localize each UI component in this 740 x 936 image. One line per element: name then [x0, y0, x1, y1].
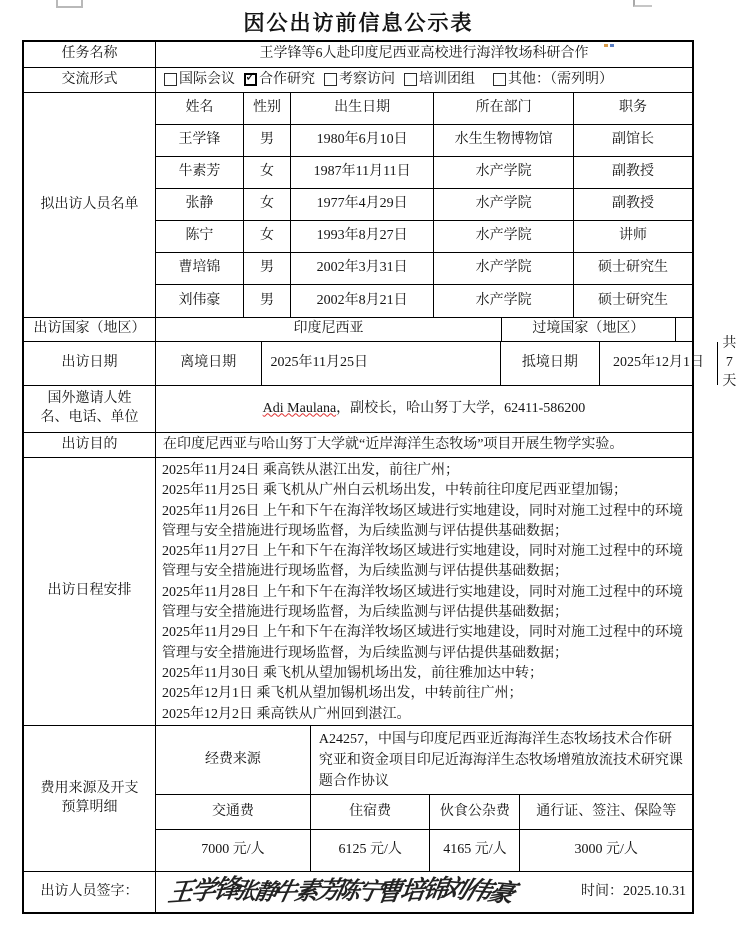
- checkbox-option-inspection-visit[interactable]: [324, 71, 395, 90]
- person-department: 水产学院: [434, 285, 574, 317]
- disclosure-form-table: [22, 40, 737, 914]
- task-label: 任务名称: [24, 42, 156, 67]
- departure-date-value: 2025年11月25日: [262, 342, 502, 385]
- person-department: 水产学院: [434, 189, 574, 220]
- person-birth: 2002年3月31日: [291, 253, 434, 284]
- col-header-transport: 交通费: [156, 795, 311, 829]
- person-gender: 男: [244, 125, 291, 156]
- transport-cost: 7000 元/人: [156, 830, 311, 871]
- task-value: 王学锋等6人赴印度尼西亚高校进行海洋牧场科研合作: [259, 46, 589, 62]
- row-personnel-block: [24, 93, 692, 318]
- arrival-date-label: 抵境日期: [501, 342, 599, 385]
- exchange-label: 交流形式: [24, 68, 156, 92]
- table-row: [156, 157, 692, 189]
- row-task: [24, 42, 692, 68]
- col-header-visa-insurance: 通行证、签注、保险等: [536, 803, 677, 819]
- person-name: 曹培锦: [156, 253, 244, 284]
- page-artifact-right: [633, 0, 652, 7]
- checkbox-option-cooperative-research[interactable]: [244, 71, 315, 90]
- checkbox-checked-icon[interactable]: [244, 70, 257, 86]
- checkbox-option-training-group[interactable]: [404, 71, 475, 90]
- signature-time: 时间：2025.10.31: [581, 883, 686, 899]
- table-row: [156, 253, 692, 285]
- exchange-options: [156, 68, 692, 92]
- inviter-name-spellcheck: Adi Maulana: [262, 400, 337, 416]
- inviter-details: ，副校长，哈山努丁大学，62411-586200: [336, 400, 586, 416]
- row-countries: [24, 318, 692, 342]
- person-name: 王学锋: [156, 125, 244, 156]
- signature-name: 曹培锦: [375, 876, 448, 908]
- trip-duration: 共7天: [722, 336, 737, 389]
- checkbox-label: 考察访问: [339, 71, 395, 87]
- itinerary-entry: 2025年11月29日 上午和下午在海洋牧场区域进行实地建设，同时对施工过程中的环境管理与安全措施进行现场监督，为后续监测与评估提供基础数据；: [162, 625, 683, 661]
- handwritten-signatures: [168, 875, 581, 909]
- personnel-header-row: [156, 93, 692, 125]
- checkbox-option-other[interactable]: [493, 71, 613, 90]
- meals-cost: 4165 元/人: [430, 830, 520, 871]
- table-row: [156, 221, 692, 253]
- table-row: [156, 125, 692, 157]
- checkbox-label: 培训团组: [419, 71, 475, 87]
- personnel-grid: [156, 93, 692, 317]
- checkbox-icon[interactable]: [164, 73, 177, 86]
- row-budget-block: [24, 726, 692, 872]
- purpose-value: 在印度尼西亚与哈山努丁大学就“近岸海洋生态牧场”项目开展生物学实验。: [163, 436, 624, 452]
- itinerary-entry: 2025年11月28日 上午和下午在海洋牧场区域进行实地建设，同时对施工过程中的环境管理与安全措施进行现场监督，为后续监测与评估提供基础数据；: [162, 584, 683, 621]
- itinerary-content: [156, 458, 692, 725]
- person-position: 讲师: [619, 228, 648, 244]
- page-title: 因公出访前信息公示表: [243, 11, 474, 35]
- person-gender: 女: [244, 157, 291, 188]
- table-row: [156, 285, 692, 317]
- person-gender: 女: [244, 189, 291, 220]
- row-signature: [24, 872, 692, 912]
- itinerary-entry: 2025年11月24日 乘高铁从湛江出发，前往广州；: [162, 463, 459, 478]
- budget-label: 费用来源及开支预算明细: [24, 726, 156, 871]
- visa-insurance-cost: 3000 元/人: [574, 842, 638, 858]
- signature-name: 牛素芳: [270, 877, 342, 907]
- itinerary-entry: 2025年11月25日 乘飞机从广州白云机场出发，中转前往印度尼西亚望加锡；: [162, 483, 627, 499]
- row-exchange-type: [24, 68, 692, 93]
- person-birth: 1987年11月11日: [291, 157, 434, 188]
- lodging-cost: 6125 元/人: [311, 830, 431, 871]
- person-name: 陈宁: [156, 221, 244, 252]
- person-position: 副教授: [612, 196, 655, 212]
- inviter-value: [156, 386, 692, 432]
- person-birth: 1993年8月27日: [291, 221, 434, 252]
- itinerary-entry: 2025年12月1日 乘飞机从望加锡机场出发，中转前往广州；: [162, 686, 523, 702]
- funding-source-value: A24257，中国与印度尼西亚近海海洋生态牧场技术合作研究亚和资金项目印尼近海海洋生态牧场增殖放流技术研究课题合作协议: [318, 731, 683, 789]
- col-header-position: 职务: [619, 100, 648, 116]
- col-header-department: 所在部门: [434, 93, 574, 124]
- col-header-birth: 出生日期: [291, 93, 434, 124]
- orange-dot: [604, 44, 608, 47]
- person-name: 牛素芳: [156, 157, 244, 188]
- col-header-meals: 伙食公杂费: [430, 795, 520, 829]
- budget-header-row: [156, 795, 692, 830]
- person-department: 水生生物博物馆: [434, 125, 574, 156]
- itinerary-label: 出访日程安排: [24, 458, 156, 725]
- row-itinerary: [24, 458, 692, 726]
- signature-name: 王学锋: [166, 875, 239, 908]
- transit-value: [676, 318, 692, 341]
- person-birth: 1980年6月10日: [291, 125, 434, 156]
- itinerary-entry: 2025年11月30日 乘飞机从望加锡机场出发，前往雅加达中转；: [162, 665, 543, 681]
- row-dates: [24, 336, 737, 389]
- person-department: 水产学院: [434, 221, 574, 252]
- purpose-label: 出访目的: [24, 433, 156, 457]
- blue-dot: [610, 44, 614, 47]
- page-artifact-dots: [604, 44, 614, 47]
- col-header-gender: 性别: [244, 93, 291, 124]
- personnel-label: 拟出访人员名单: [24, 93, 156, 317]
- checkbox-icon[interactable]: [324, 73, 337, 86]
- person-position: 硕士研究生: [598, 260, 669, 276]
- signature-name: 刘伟豪: [439, 875, 517, 908]
- signature-name: 陈宁: [333, 878, 383, 906]
- table-row: [156, 189, 692, 221]
- col-header-lodging: 住宿费: [311, 795, 431, 829]
- person-position: 硕士研究生: [598, 292, 669, 308]
- budget-value-row: [156, 830, 692, 871]
- person-birth: 1977年4月29日: [291, 189, 434, 220]
- checkbox-icon[interactable]: [404, 73, 417, 86]
- row-inviter: [24, 386, 692, 433]
- checkbox-icon[interactable]: [493, 73, 506, 86]
- dates-label: 出访日期: [24, 342, 156, 385]
- checkbox-label: 国际会议: [179, 71, 235, 87]
- transit-label: 过境国家（地区）: [502, 318, 676, 341]
- person-name: 张静: [156, 189, 244, 220]
- funding-source-label: 经费来源: [156, 726, 311, 794]
- checkbox-label: 其他：（需列明）: [508, 71, 613, 87]
- person-gender: 女: [244, 221, 291, 252]
- itinerary-entry: 2025年12月2日 乘高铁从广州回到湛江。: [162, 706, 411, 722]
- checkbox-option-international-conference[interactable]: [164, 71, 235, 90]
- person-birth: 2002年8月21日: [291, 285, 434, 317]
- check-icon: ✓: [245, 70, 256, 86]
- inviter-label: 国外邀请人姓名、电话、单位: [24, 386, 156, 432]
- itinerary-entry: 2025年11月26日 上午和下午在海洋牧场区域进行实地建设，同时对施工过程中的环境管理与安全措施进行现场监督，为后续监测与评估提供基础数据；: [162, 503, 683, 539]
- countries-label: 出访国家（地区）: [24, 318, 156, 341]
- person-department: 水产学院: [434, 253, 574, 284]
- person-name: 刘伟豪: [156, 285, 244, 317]
- person-gender: 男: [244, 253, 291, 284]
- signature-label: 出访人员签字：: [24, 872, 156, 912]
- row-purpose: [24, 433, 692, 458]
- checkbox-label: 合作研究: [259, 71, 315, 87]
- itinerary-entry: 2025年11月27日 上午和下午在海洋牧场区域进行实地建设，同时对施工过程中的环境管理与安全措施进行现场监督，为后续监测与评估提供基础数据；: [162, 544, 683, 580]
- person-gender: 男: [244, 285, 291, 317]
- col-header-name: 姓名: [156, 93, 244, 124]
- signature-name: 张静: [231, 878, 279, 906]
- arrival-date-value: 2025年12月1日: [600, 342, 719, 385]
- budget-source-row: [156, 726, 692, 795]
- person-position: 副馆长: [612, 132, 655, 148]
- departure-date-label: 离境日期: [156, 342, 262, 385]
- signature-area: [156, 872, 692, 912]
- person-department: 水产学院: [434, 157, 574, 188]
- person-position: 副教授: [612, 164, 655, 180]
- budget-grid: [156, 726, 692, 871]
- destination-country: 印度尼西亚: [156, 318, 502, 341]
